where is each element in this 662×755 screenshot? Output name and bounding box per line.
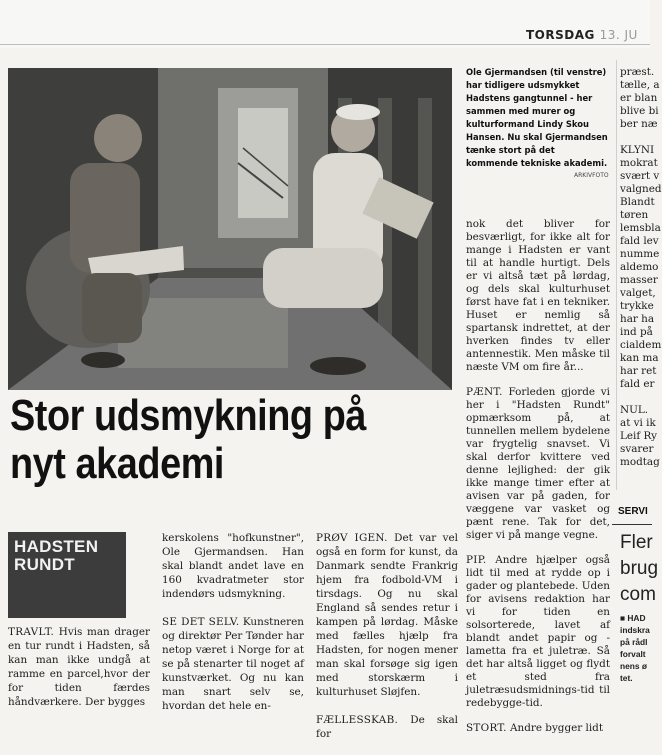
cropped-line: brug (620, 558, 659, 579)
paragraph-text: kerskolens "hofkunstner", Ole Gjermandsen. Han skal blandt andet lave en 160 kvadratmeter stor indendørs udsmykning. (162, 532, 304, 600)
paragraph-kicker: PÆNT. (466, 386, 503, 398)
article-column-1 (8, 625, 150, 723)
service-headline (620, 530, 660, 608)
column-divider (616, 60, 617, 490)
paragraph-text: De skal for (316, 714, 458, 740)
paragraph-text: Kunstneren og direktør Per Tønder har netop været i Norge for at se på stenarter til noget af kunstværket. Og nu kan man snart selv se, hvordan det hele en- (162, 616, 304, 712)
photo-credit: ARKIVFOTO (574, 172, 609, 179)
cropped-line: Leif Ry (620, 430, 658, 442)
photo-caption: Ole Gjermandsen (til venstre) har tidligere udsmykket Hadstens gangtunnel - her sammen med murer og kulturformand Lindy Skou Hansen. Nu skal Gjermandsen tænke stort på det kommende tekniske akademi. (466, 67, 608, 168)
service-text (620, 612, 660, 684)
paragraph-text: Det var vel også en form for kunst, da Danmark sendte Frankrig hjem fra fodbold-VM i tirsdags. Og nu skal England så sendes retur i kampen på lørdag. Måske med fælles hjælp fra Hadsten, for nogen mener man skal forsøge sig igen med storskærm i kulturhuset Sløjfen. (316, 532, 458, 698)
cropped-line: indskra (620, 625, 650, 635)
photo-illustration (8, 68, 452, 390)
cropped-line: KLYNI (620, 144, 655, 156)
cropped-line: valgned (620, 183, 662, 195)
dateline-date: 13. JU (599, 28, 638, 42)
dateline (526, 28, 638, 42)
cropped-line: lemsbla (620, 222, 661, 234)
paragraph (162, 531, 304, 601)
cropped-line (620, 391, 660, 404)
cropped-line: har ha (620, 313, 655, 325)
headline: Stor udsmykning på nyt akademi (10, 391, 366, 488)
cropped-line: modtag (620, 456, 660, 468)
paragraph (8, 625, 150, 709)
paragraph-text: Forleden gjorde vi her i "Hadsten Rundt" opmærksom på, at tunnellen mellem bydelene var frygtelig snavset. Vi skal derfor kvittere ved denne lejlighed: der gik ikke mange timer efter at avisen var på gaden, for væggene var vasket og pænt rene. Tak for det, siger vi på mange vegne. (466, 386, 610, 541)
paragraph (316, 531, 458, 699)
cropped-line: valget, (620, 287, 656, 299)
paragraph-kicker: FÆLLESSKAB. (316, 714, 399, 726)
cropped-line: Fler (620, 532, 653, 553)
cropped-line: aldemo (620, 261, 659, 273)
cropped-line: com (620, 584, 656, 605)
paragraph (466, 554, 610, 710)
paragraph-text: Andre hjælper også lidt til med at rydde op i gader og plantebede. Uden for avisens redaktion har vi for tiden en solsorteredе, lavet af blandt andet papir og - lametta fra et juletræ. Så det har altså ligget og flydt et sted fra juletræsudsmidnings-tid til redebygge-tid. (466, 554, 610, 709)
cropped-line: mokrat (620, 157, 658, 169)
paragraph (162, 615, 304, 713)
cropped-line: er blan (620, 92, 658, 104)
article-column-right (620, 66, 660, 496)
cropped-line: fald lev (620, 235, 659, 247)
article-photo (8, 68, 452, 390)
cropped-line: masser (620, 274, 658, 286)
cropped-line: at vi ik (620, 417, 656, 429)
service-rule (612, 524, 652, 525)
cropped-line: trykke (620, 300, 654, 312)
article-column-3 (316, 531, 458, 755)
paragraph-kicker: TRAVLT. (8, 626, 55, 638)
cropped-line: Blandt (620, 196, 655, 208)
paragraph-kicker: PIP. (466, 554, 487, 566)
cropped-line: tøren (620, 209, 649, 221)
dateline-day: TORSDAG (526, 28, 595, 42)
cropped-line: ■ HAD (620, 613, 646, 623)
paragraph (316, 713, 458, 741)
cropped-line: numme (620, 248, 660, 260)
cropped-line: blive bi (620, 105, 659, 117)
cropped-line: cialdem (620, 339, 662, 351)
cropped-line: forvalt (620, 649, 646, 659)
paragraph (466, 218, 610, 374)
cropped-line: svarer (620, 443, 654, 455)
paragraph (466, 386, 610, 542)
header-rule (0, 44, 650, 45)
paragraph-text: nok det bliver for besværligt, for ikke alt for mange i Hadsten er vant til at handle hurtigt. Dels er vi altså tæt på lørdag, og dels skal kulturhuset først have fat i en tekniker. Huset er nemlig så spartansk indrettet, at der hverken findes tv eller antennestik. Men måske til næste VM om fire år... (466, 218, 610, 373)
paragraph (466, 722, 610, 735)
paragraph-text: Hvis man drager en tur rundt i Hadsten, så kan man ikke undgå at ramme en parcel,hvor der for tiden færdes håndværkere. Der bygges (8, 626, 150, 708)
article-column-2 (162, 531, 304, 727)
paragraph-kicker: SE DET SELV. (162, 616, 240, 628)
paragraph-text: Andre bygger lidt (506, 722, 604, 734)
cropped-line: præst. (620, 66, 655, 78)
cropped-line: har ret (620, 365, 657, 377)
cropped-line: fald er (620, 378, 655, 390)
cropped-line: tælle, a (620, 79, 660, 91)
cropped-line: tet. (620, 673, 633, 683)
article-column-mid (466, 218, 610, 747)
cropped-line: NUL. (620, 404, 649, 416)
paragraph-kicker: PRØV IGEN. (316, 532, 388, 544)
paragraph-kicker: STORT. (466, 722, 507, 734)
cropped-line: kan ma (620, 352, 659, 364)
cropped-line: på rådl (620, 637, 648, 647)
cropped-line: svært v (620, 170, 660, 182)
cropped-line (620, 131, 660, 144)
column-heading-box (8, 532, 126, 618)
cropped-line: ind på (620, 326, 653, 338)
service-heading: SERVI (618, 506, 648, 517)
cropped-line: nens ø (620, 661, 647, 671)
cropped-line: ber næ (620, 118, 658, 130)
column-heading: HADSTEN RUNDT (14, 537, 99, 574)
